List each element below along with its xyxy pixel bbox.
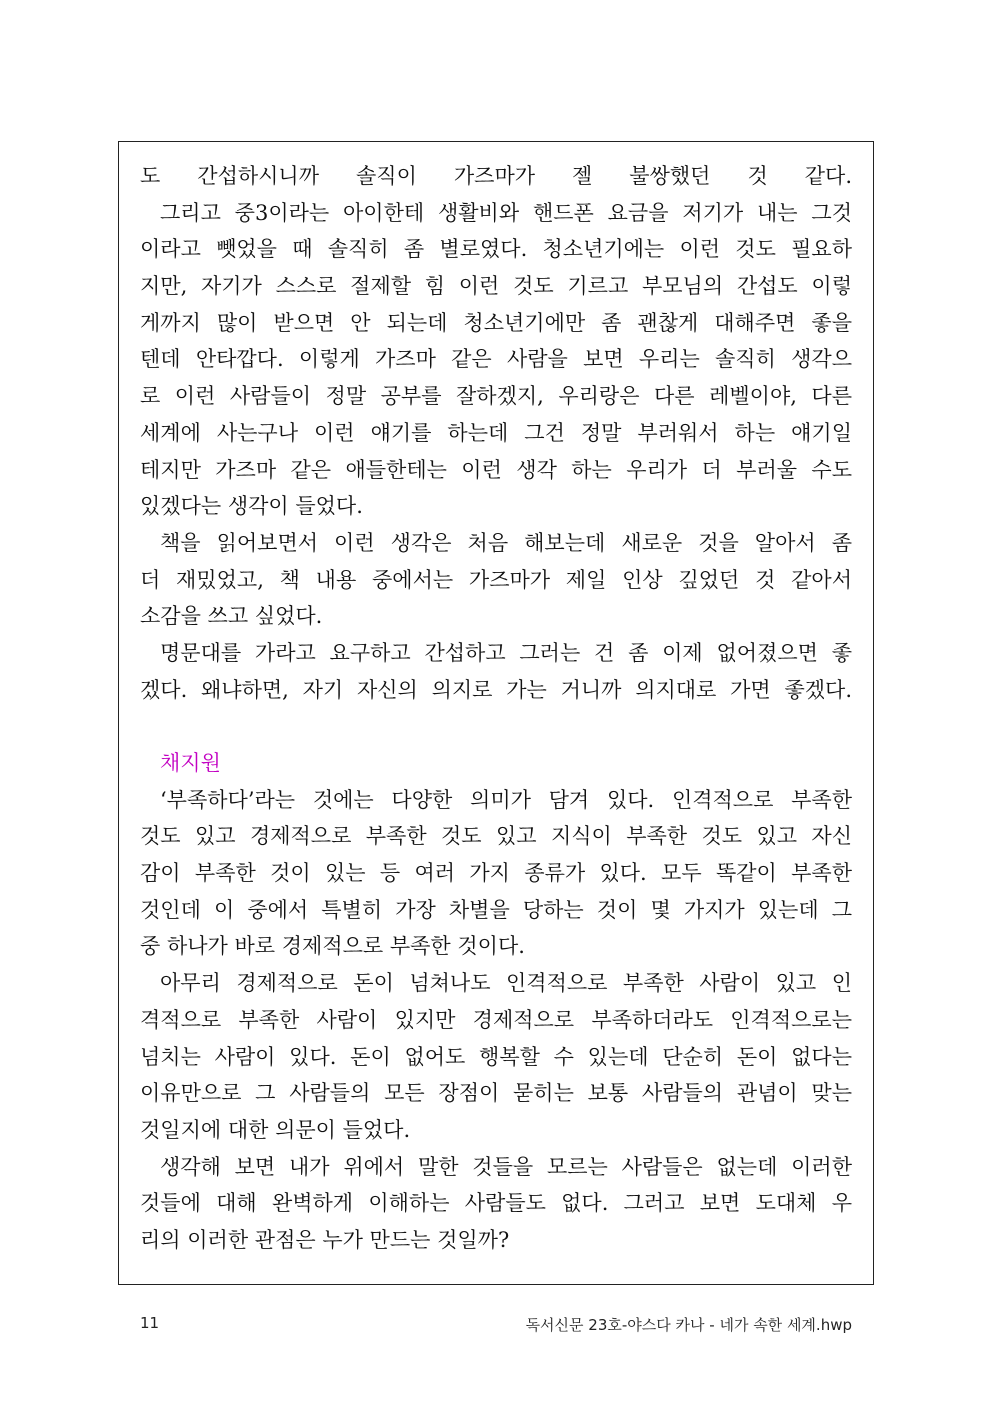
text-line: 명문대를 가라고 요구하고 간섭하고 그러는 건 좀 이제 없어졌으면 좋 <box>160 640 852 665</box>
text-line: 아무리 경제적으로 돈이 넘쳐나도 인격적으로 부족한 사람이 있고 인 <box>160 971 852 996</box>
text-line: 그리고 중3이라는 아이한테 생활비와 핸드폰 요금을 저기가 내는 그것 <box>160 200 852 225</box>
text-line: 세계에 사는구나 이런 얘기를 하는데 그건 정말 부러워서 하는 얘기일 <box>140 420 852 445</box>
blank-line <box>140 708 852 745</box>
text-line: 로 이런 사람들이 정말 공부를 잘하겠지, 우리랑은 다른 레벨이야, 다른 <box>140 384 852 409</box>
text-line: 텐데 안타깝다. 이렇게 가즈마 같은 사람을 보면 우리는 솔직히 생각으 <box>140 347 852 372</box>
text-line: 것일지에 대한 의문이 들었다. <box>140 1117 411 1142</box>
text-line: ‘부족하다’라는 것에는 다양한 의미가 담겨 있다. 인격적으로 부족한 <box>160 787 852 812</box>
page-number: 11 <box>140 1314 160 1332</box>
text-line: 것들에 대해 완벽하게 이해하는 사람들도 없다. 그러고 보면 도대체 우 <box>140 1191 852 1216</box>
text-line: 책을 읽어보면서 이런 생각은 처음 해보는데 새로운 것을 알아서 좀 <box>160 530 852 555</box>
text-line: 넘치는 사람이 있다. 돈이 없어도 행복할 수 있는데 단순히 돈이 없다는 <box>140 1044 852 1069</box>
text-line: 겠다. 왜냐하면, 자기 자신의 의지로 가는 거니까 의지대로 가면 좋겠다. <box>140 677 852 702</box>
text-line: 것도 있고 경제적으로 부족한 것도 있고 지식이 부족한 것도 있고 자신 <box>140 824 852 849</box>
text-line: 것인데 이 중에서 특별히 가장 차별을 당하는 것이 몇 가지가 있는데 그 <box>140 897 852 922</box>
text-line: 격적으로 부족한 사람이 있지만 경제적으로 부족하더라도 인격적으로는 <box>140 1007 852 1032</box>
text-line: 이라고 뺏었을 때 솔직히 좀 별로였다. 청소년기에는 이런 것도 필요하 <box>140 237 852 262</box>
document-body <box>140 158 852 1259</box>
text-line: 중 하나가 바로 경제적으로 부족한 것이다. <box>140 934 525 959</box>
text-line: 지만, 자기가 스스로 절제할 힘 이런 것도 기르고 부모님의 간섭도 이렇 <box>140 274 852 299</box>
text-line: 이유만으로 그 사람들의 모든 장점이 묻히는 보통 사람들의 관념이 맞는 <box>140 1081 852 1106</box>
text-line: 있겠다는 생각이 들었다. <box>140 494 363 519</box>
text-line: 도 간섭하시니까 솔직이 가즈마가 젤 불쌍했던 것 같다. <box>140 164 852 188</box>
text-line: 생각해 보면 내가 위에서 말한 것들을 모르는 사람들은 없는데 이러한 <box>160 1154 852 1179</box>
text-line: 소감을 쓰고 싶었다. <box>140 604 323 629</box>
text-line: 감이 부족한 것이 있는 등 여러 가지 종류가 있다. 모두 똑같이 부족한 <box>140 861 852 886</box>
text-line: 게까지 많이 받으면 안 되는데 청소년기에만 좀 괜찮게 대해주면 좋을 <box>140 310 852 335</box>
text-line: 테지만 가즈마 같은 애들한테는 이런 생각 하는 우리가 더 부러울 수도 <box>140 457 852 482</box>
file-name: 독서신문 23호-야스다 카나 - 네가 속한 세계.hwp <box>525 1316 852 1334</box>
author-name: 채지원 <box>160 751 221 775</box>
text-line: 리의 이러한 관점은 누가 만드는 것일까? <box>140 1227 510 1252</box>
text-line: 더 재밌었고, 책 내용 중에서는 가즈마가 제일 인상 깊었던 것 같아서 <box>140 567 852 592</box>
